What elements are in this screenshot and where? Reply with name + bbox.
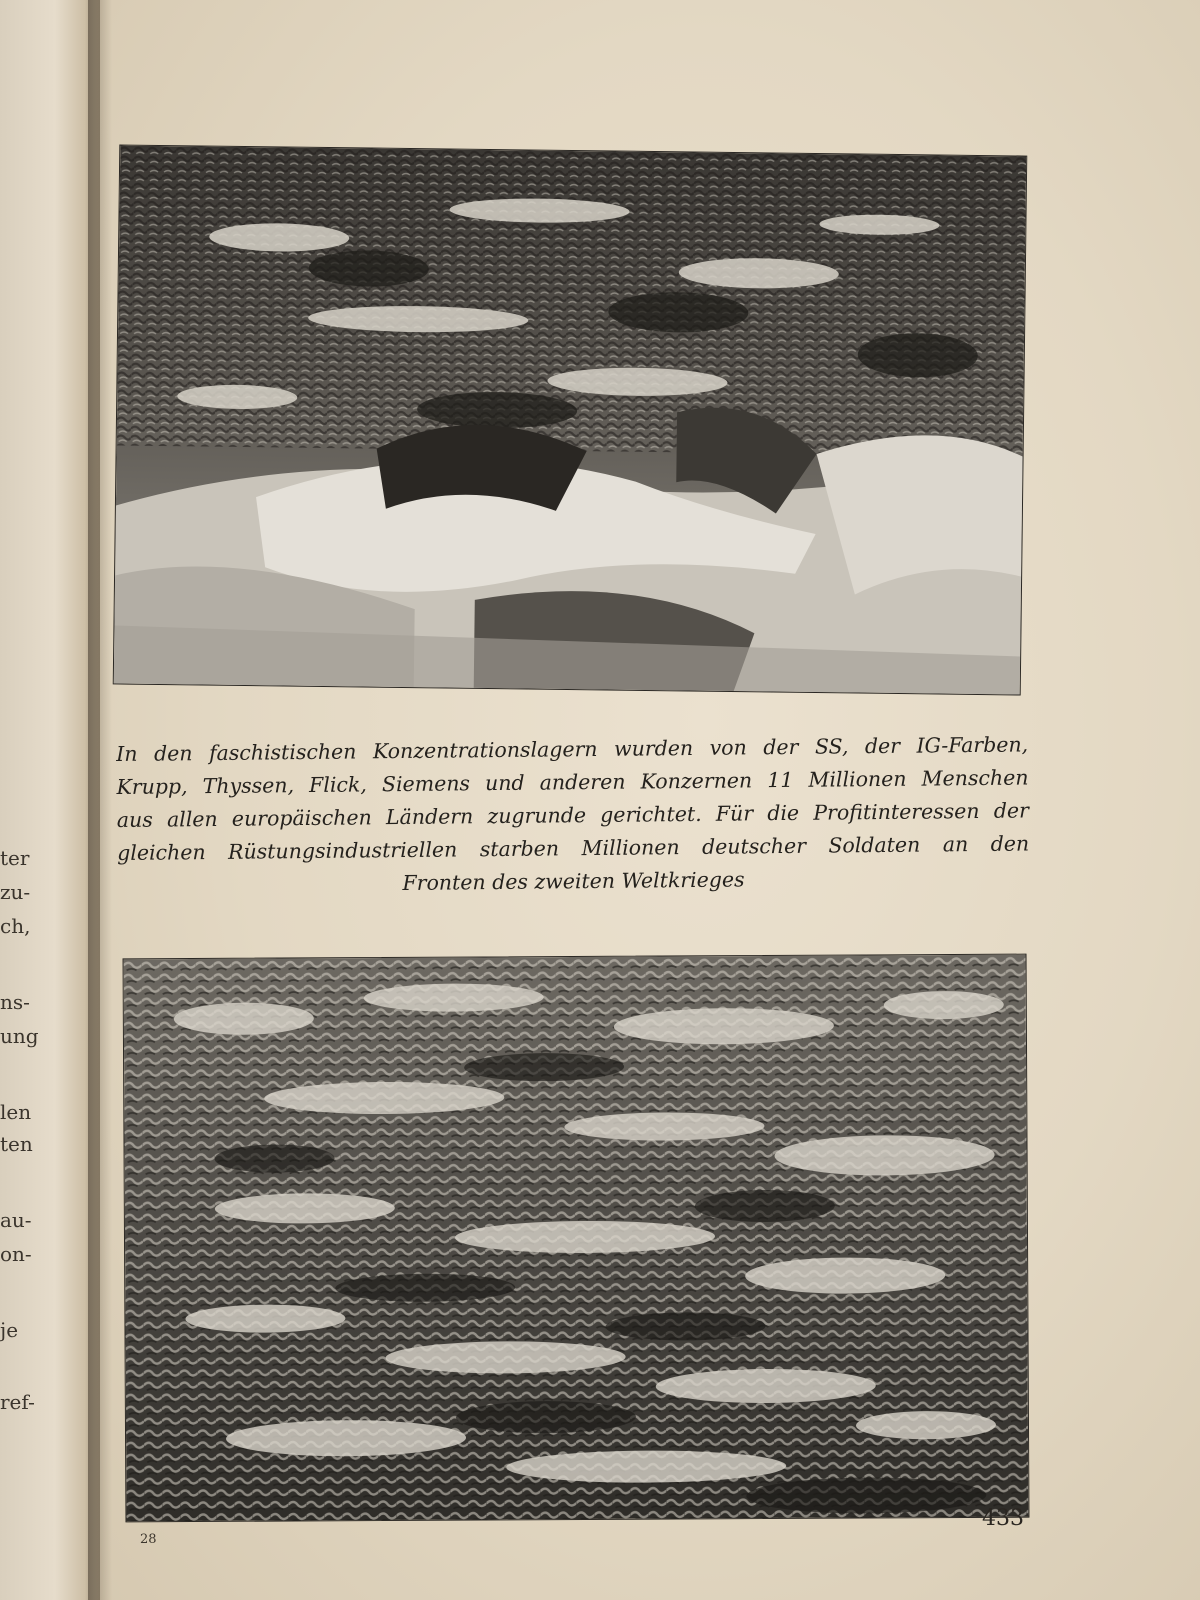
left-page-text-fragment: zu- xyxy=(0,880,31,904)
left-page-text-fragment: ter xyxy=(0,846,30,870)
left-page-text-fragment: ns- xyxy=(0,990,30,1014)
left-page-text-fragment: je xyxy=(0,1318,19,1342)
left-page-text-fragment: au- xyxy=(0,1208,32,1232)
caption-line: In den faschistischen Konzentrationslagern wurden von der SS, der IG-Farben, xyxy=(116,732,1029,766)
caption-line: Fronten des zweiten Weltkrieges xyxy=(402,867,745,896)
caption-line: gleichen Rüstungsindustriellen starben Millionen deutscher Soldaten an den xyxy=(117,831,1030,865)
left-page-text-fragment: ung xyxy=(0,1024,39,1048)
top-photo xyxy=(113,144,1028,695)
left-page-text-fragment: ch, xyxy=(0,914,31,938)
photo-image-icon xyxy=(114,145,1027,694)
page-number: 433 xyxy=(982,1506,1024,1531)
left-page-text-fragment: ten xyxy=(0,1132,33,1156)
left-page-text-fragment: on- xyxy=(0,1242,32,1266)
caption-line: aus allen europäischen Ländern zugrunde gerichtet. Für die Profitinteressen der xyxy=(116,798,1029,832)
gutter-shadow xyxy=(88,0,112,1600)
photo-image-icon xyxy=(124,955,1029,1522)
right-page xyxy=(100,0,1200,1600)
left-page xyxy=(0,0,100,1600)
photo-caption xyxy=(116,728,1030,903)
signature-mark: 28 xyxy=(140,1532,157,1547)
left-page-text-fragment: ref- xyxy=(0,1390,35,1414)
bottom-photo xyxy=(123,954,1030,1523)
caption-line: Krupp, Thyssen, Flick, Siemens und anderen Konzernen 11 Millionen Menschen xyxy=(116,765,1029,799)
left-page-text-fragment: len xyxy=(0,1100,32,1124)
